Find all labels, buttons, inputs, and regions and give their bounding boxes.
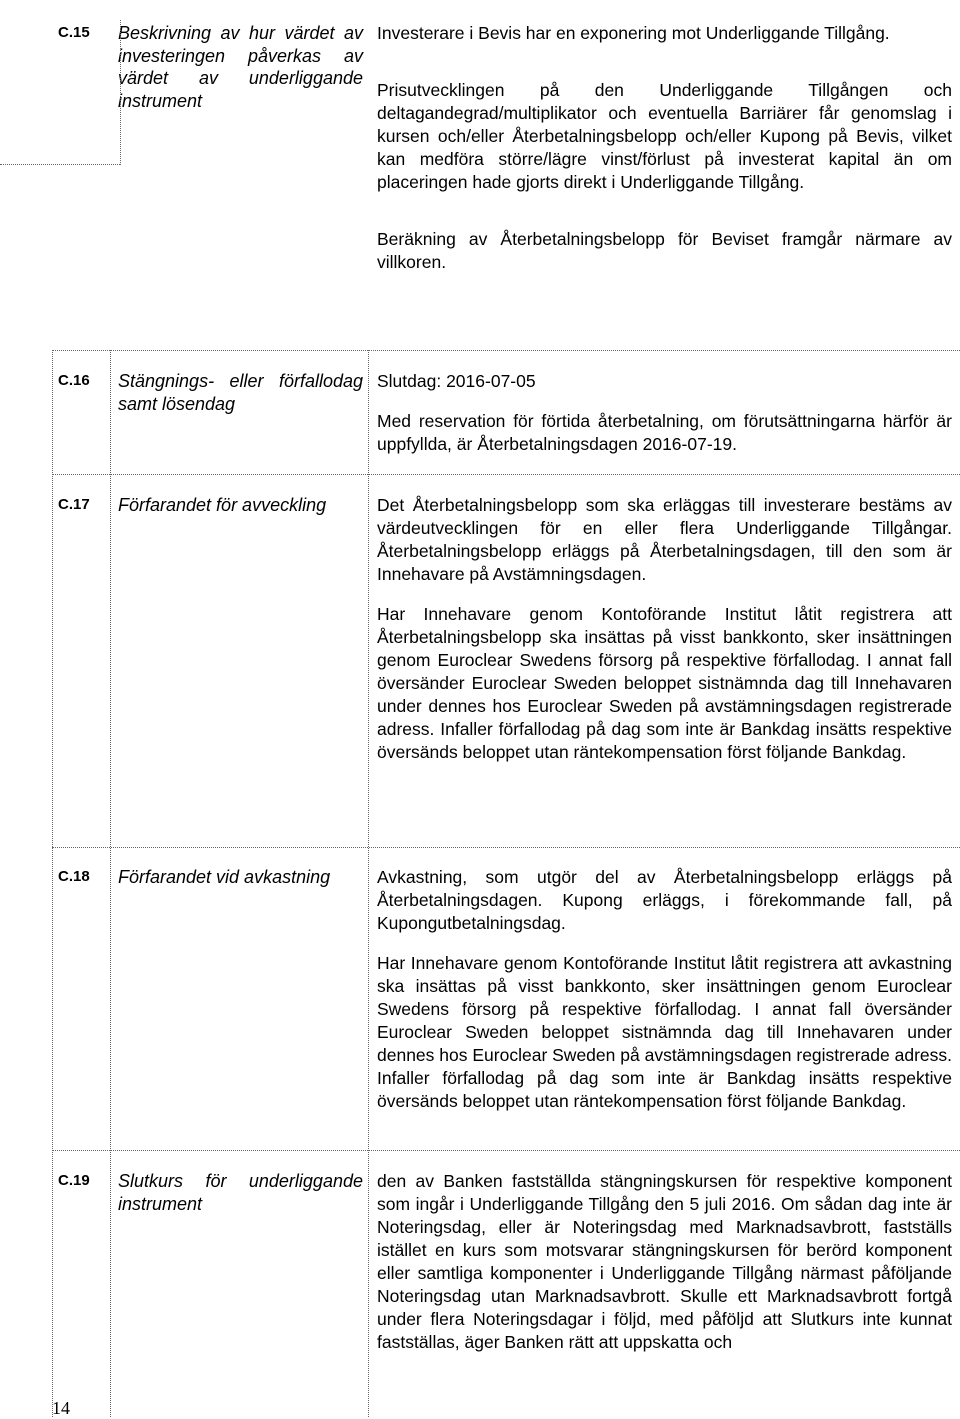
- column-divider: [368, 350, 369, 1417]
- paragraph: Det Återbetalningsbelopp som ska erläggas till investerare bestäms av värdeutvecklingen för en eller flera Underliggande Tillgångar. Återbetalningsbelopp erläggs på Återbetalningsdagen, till den som är Innehavare på Avstämningsdagen.: [377, 495, 952, 584]
- row-divider: [52, 474, 960, 475]
- row-element-label: Förfarandet vid avkastning: [118, 867, 331, 887]
- paragraph: Beräkning av Återbetalningsbelopp för Beviset framgår närmare av villkoren.: [377, 229, 952, 272]
- paragraph: den av Banken fastställda stängningskursen för respektive komponent som ingår i Underliggande Tillgång den 5 juli 2016. Om sådan dag inte är Noteringsdag, eller är Noteringsdag med Marknadsavbrott, fastställs istället en kurs som motsvarar stängningskursen för berörd komponent eller samtliga komponenter i Underliggande Tillgång närmast påföljande Noteringsdag utan Marknadsavbrott. Skulle ett Marknadsavbrott fortgå under flera Noteringsdagar i följd, med påföljd att Slutkurs inte kunnat fastställas, äger Banken rätt att uppskatta och: [377, 1171, 952, 1352]
- row-element-label: Stängnings- eller förfallodag samt lösendag: [118, 371, 363, 414]
- row-code: C.15: [58, 24, 90, 41]
- row-divider: [0, 164, 120, 165]
- row-code: C.19: [58, 1172, 90, 1189]
- row-element-label: Beskrivning av hur värdet av investeringen påverkas av värdet av underliggande instrument: [118, 23, 363, 111]
- paragraph: Har Innehavare genom Kontoförande Institut låtit registrera att avkastning ska insättas på visst bankkonto, sker insättningen genom Euroclear Swedens försorg på respektive förfallodag. I annat fall översänder Euroclear Sweden beloppet sistnämnda dag till Innehavaren under dennes hos Euroclear Sweden på avstämningsdagen registrerade adress. Infaller förfallodag på dag som inte är Bankdag insätts respektive översänds beloppet utan räntekompensation först följande Bankdag.: [377, 953, 952, 1111]
- row-content: [377, 1170, 952, 1371]
- paragraph: Investerare i Bevis har en exponering mot Underliggande Tillgång.: [377, 23, 890, 43]
- paragraph: Med reservation för förtida återbetalning, om förutsättningarna härför är uppfyllda, är Återbetalningsdagen 2016-07-19.: [377, 411, 952, 454]
- row-divider: [52, 350, 960, 351]
- column-divider: [120, 20, 121, 165]
- row-code: C.18: [58, 868, 90, 885]
- row-divider: [52, 1150, 960, 1151]
- row-code: C.16: [58, 372, 90, 389]
- row-content: [377, 866, 952, 1130]
- column-divider: [52, 350, 53, 1417]
- row-element-label: Slutkurs för underliggande instrument: [118, 1171, 363, 1214]
- paragraph: Slutdag: 2016-07-05: [377, 371, 536, 391]
- row-element-label: Förfarandet för avveckling: [118, 495, 327, 515]
- page-number: 14: [52, 1398, 70, 1418]
- row-divider: [52, 847, 960, 848]
- paragraph: Avkastning, som utgör del av Återbetalningsbelopp erläggs på Återbetalningsdagen. Kupong erläggs, i förekommande fall, på Kupongutbetalningsdag.: [377, 867, 952, 933]
- row-code: C.17: [58, 496, 90, 513]
- row-content: [377, 494, 952, 781]
- row-content: [377, 370, 952, 473]
- paragraph: Prisutvecklingen på den Underliggande Tillgången och deltagandegrad/multiplikator och eventuella Barriärer får genomslag i kursen och/eller Återbetalningsbelopp och/eller Kupong på Bevis, vilket kan medföra större/lägre vinst/förlust på investerat kapital än om placeringen hade gjorts direkt i Underliggande Tillgång.: [377, 80, 952, 192]
- column-divider: [110, 350, 111, 1417]
- paragraph: Har Innehavare genom Kontoförande Institut låtit registrera att Återbetalningsbelopp ska insättas på visst bankkonto, sker insättningen genom Euroclear Swedens försorg på respektive förfallodag. I annat fall översänder Euroclear Sweden beloppet sistnämnda dag till Innehavaren under dennes hos Euroclear Sweden på avstämningsdagen registrerade adress. Infaller förfallodag på dag som inte är Bankdag insätts respektive översänds beloppet utan räntekompensation först följande Bankdag.: [377, 604, 952, 762]
- row-content: [377, 22, 952, 291]
